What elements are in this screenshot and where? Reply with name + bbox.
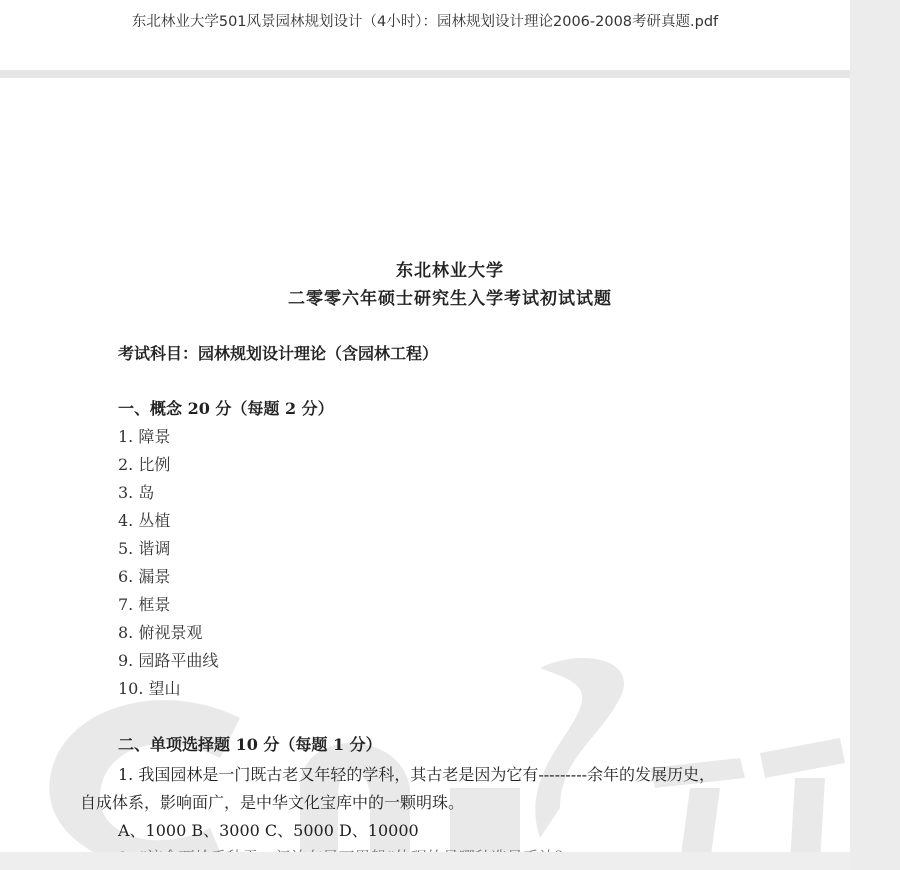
question-1-options: A、1000 B、3000 C、5000 D、10000 [118, 821, 419, 840]
header-divider [0, 70, 850, 78]
exam-subject: 考试科目：园林规划设计理论（含园林工程） [118, 344, 439, 363]
section-heading-concepts: 一、概念 20 分（每题 2 分） [118, 399, 334, 418]
list-item: 1. 障景 [118, 427, 171, 446]
question-1-line-2: 自成体系，影响面广，是中华文化宝库中的一颗明珠。 [80, 793, 465, 812]
viewer-bottom-bar [0, 852, 850, 870]
list-item: 4. 丛植 [118, 511, 171, 530]
document-header [0, 0, 850, 70]
document-title: 东北林业大学501风景园林规划设计（4小时）：园林规划设计理论2006-2008考研真题.pdf [131, 14, 719, 30]
list-item: 7. 框景 [118, 595, 171, 614]
exam-title: 二零零六年硕士研究生入学考试初试试题 [288, 289, 612, 309]
list-item: 6. 漏景 [118, 567, 171, 586]
list-item: 9. 园路平曲线 [118, 651, 219, 670]
list-item: 8. 俯视景观 [118, 623, 203, 642]
list-item: 10. 望山 [118, 679, 181, 698]
document-page [0, 78, 850, 852]
section-heading-multiple-choice: 二、单项选择题 10 分（每题 1 分） [118, 735, 382, 754]
list-item: 3. 岛 [118, 483, 155, 502]
list-item: 2. 比例 [118, 455, 171, 474]
concept-list [118, 423, 218, 703]
list-item: 5. 谐调 [118, 539, 171, 558]
question-1-line-1: 1. 我国园林是一门既古老又年轻的学科，其古老是因为它有---------余年的发展历史， [118, 765, 716, 784]
university-name: 东北林业大学 [396, 261, 504, 281]
